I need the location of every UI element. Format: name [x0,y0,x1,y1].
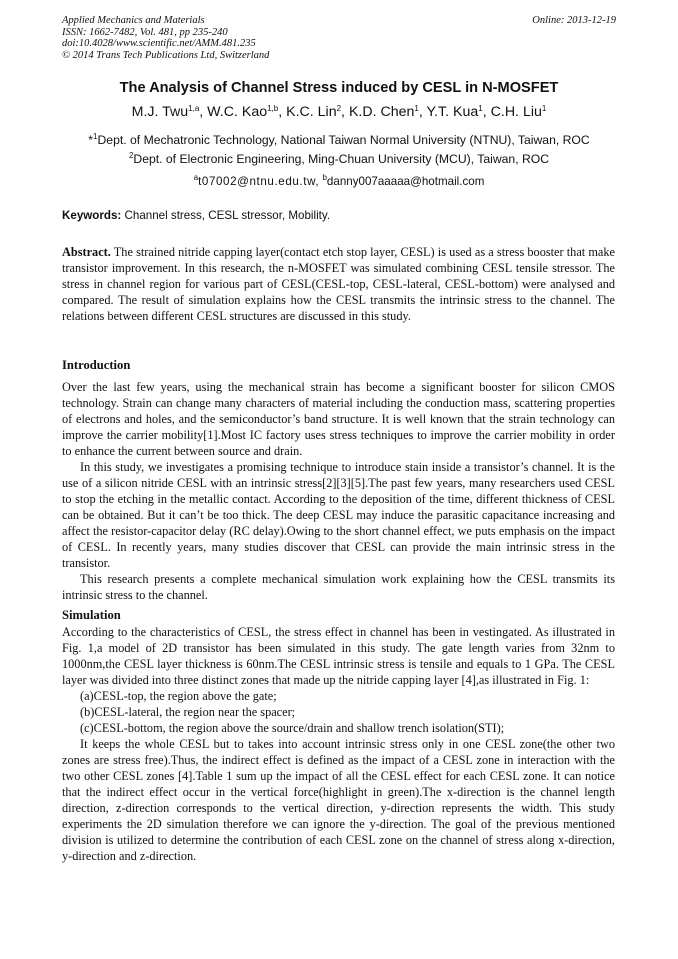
email-line [40,175,638,188]
author-name: C.H. Liu [490,104,542,120]
list-item: (a)CESL-top, the region above the gate; [80,689,277,703]
paragraph: In this study, we investigates a promising technique to introduce stain inside a transistor’s channel. It is the use of a silicon nitride CESL with an intrinsic stress[2][3][5].The past few years, many researchers used CESL to stop the etching in the metallic contact. According to the deposition of the time, different thickness of CESL can be obtained. But it can’t be too thick. The deep CESL may induce the parasitic capacitance increasing and affect the resistor-capacitor delay (RC delay).Owing to the short channel effect, we puts emphasis on the impact of CESL. In recently years, many studies discover that CESL can provide the main intrinsic stress in the transistor. [62,460,615,570]
email-mark: b [322,173,327,182]
simulation-heading: Simulation [62,608,121,622]
introduction-heading: Introduction [62,358,131,372]
affiliation-2 [40,152,638,166]
corresponding-mark: * [88,133,94,147]
online-date: Online: 2013-12-19 [532,15,616,26]
keywords-line [62,209,622,222]
paragraph: It keeps the whole CESL but to takes into account intrinsic stress only in one CESL zone(the other two zones are stress free).Thus, the indirect effect is defined as the impact of a CESL zone in interaction with the two other CESL zones [4].Table 1 sum up the impact of all the CESL effect for each CESL zone. It can notice that the indirect effect occur in the vertical force(highlight in green).The x-direction is the channel length direction, z-direction corresponds to the vertical direction, y-direction represents the width. This study experiments the 2D simulation therefore we can ignore the y-direction. The goal of the previous mentioned division is utilized to determine the contribution of each CESL zone on the channel of stress along x-direction, y-direction and z-direction. [62,737,615,863]
email-mark: a [193,173,199,182]
keywords-text: Channel stress, CESL stressor, Mobility. [121,209,331,222]
email-b[interactable]: danny007aaaaa@hotmail.com [326,175,485,188]
author-name: K.C. Lin [286,104,337,120]
affiliation-mark: 2 [128,151,134,160]
affiliation-text: Dept. of Electronic Engineering, Ming-Chuan University (MCU), Taiwan, ROC [133,152,550,166]
list-item: (b)CESL-lateral, the region near the spacer; [80,705,296,719]
keywords-label: Keywords: [62,209,122,222]
author-affiliation-mark: 1,b [267,104,279,113]
simulation-section [62,624,615,864]
email-a[interactable]: t07002@ntnu.edu.tw, [198,175,320,188]
journal-name: Applied Mechanics and Materials [62,15,205,26]
paragraph: This research presents a complete mechanical simulation work explaining how the CESL transmits its intrinsic stress to the channel. [62,572,615,602]
abstract-paragraph [62,244,615,324]
affiliation-text: Dept. of Mechatronic Technology, National Taiwan Normal University (NTNU), Taiwan, ROC [97,133,590,147]
issn-line: ISSN: 1662-7482, Vol. 481, pp 235-240 [62,26,228,38]
author-name: M.J. Twu [131,104,189,120]
author-name: W.C. Kao [207,104,268,120]
abstract-label: Abstract. [62,245,111,259]
author-affiliation-mark: 1 [478,104,483,113]
copyright-line: © 2014 Trans Tech Publications Ltd, Switzerland [62,49,270,61]
introduction-section [62,379,615,603]
affiliation-1 [40,133,638,147]
publication-header [62,15,616,61]
paragraph: According to the characteristics of CESL, the stress effect in channel has been in vestingated. As illustrated in Fig. 1,a model of 2D transistor has been simulated in this study. The gate length varies from 32nm to 1000nm,the CESL layer thickness is 60nm.The CESL intrinsic stress is tensile and equals to 1 GPa. The CESL layer was divided into three distinct zones that made up the nitride capping layer [4],as illustrated in Fig. 1: [62,625,615,687]
author-affiliation-mark: 1 [541,104,547,113]
author-name: K.D. Chen [348,104,415,120]
doi-line: doi:10.4028/www.scientific.net/AMM.481.235 [62,38,256,49]
paper-title: The Analysis of Channel Stress induced by CESL in N-MOSFET [119,80,559,96]
list-item: (c)CESL-bottom, the region above the source/drain and shallow trench isolation(STI); [80,721,505,735]
author-affiliation-mark: 1 [414,104,419,113]
paragraph: Over the last few years, using the mechanical strain has become a significant booster for silicon CMOS technology. Strain can change many characters of material including the conduction mass, scattering properties of electrons and holes, and the semiconductor’s band structure. It is well known that the strain technology can improve the carrier mobility[1].Most IC factory uses stress techniques to improve the carrier mobility in order to enhance the current between source and drain. [62,380,615,458]
affiliation-mark: 1 [93,132,98,141]
author-affiliation-mark: 2 [336,104,342,113]
author-name: Y.T. Kua [426,104,479,120]
author-list: M.J. Twu$^{1,a}$, W.C. Kao$^{1,b}$, K.C. Lin$^2$, K.D. Chen$^1$, Y.T. Kua$^1$, C.H. Liu$^1$ [131,104,547,120]
author-affiliation-mark: 1,a [188,104,200,113]
abstract-text: The strained nitride capping layer(contact etch stop layer, CESL) is used as a stress booster that make transistor improvement. In this research, the n-MOSFET was simulated combining CESL tensile stressor. The stress in channel region for various part of CESL(CESL-top, CESL-lateral, CESL-bottom) were analysed and compared. The result of simulation explains how the CESL transmits the intrinsic stress to the channel. The relations between different CESL structures are discussed in this study. [62,245,615,323]
